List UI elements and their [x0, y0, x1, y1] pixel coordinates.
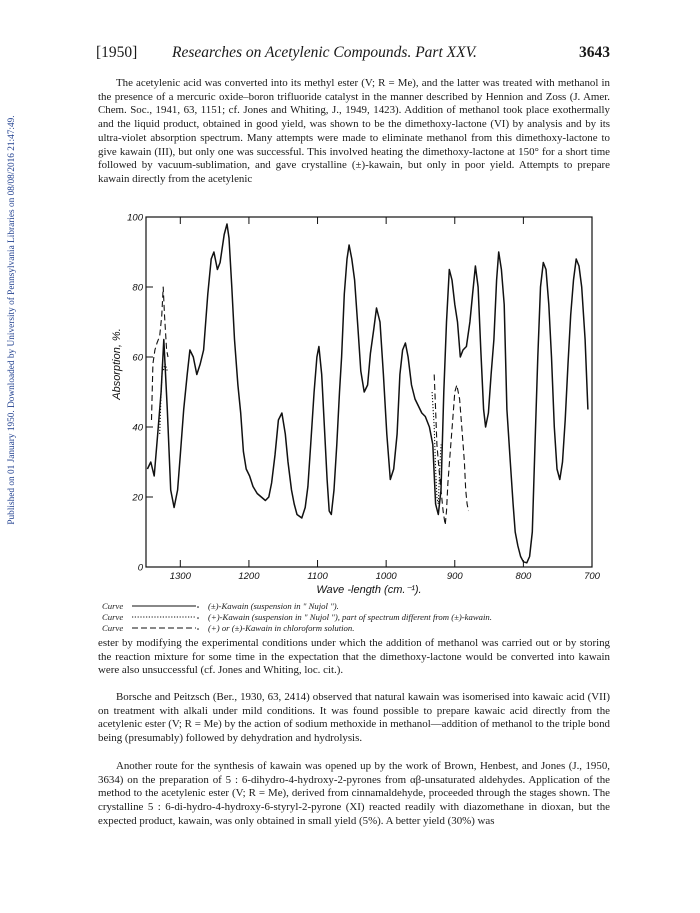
paragraph-continuation: ester by modifying the experimental conditions under which the addition of methanol was carried out or by storing the reaction mixture for some time in the expectation that the dimethoxy-lactone would be converted into kawain were also unsuccessful (cf. Jones and Whiting, loc. cit.). — [98, 637, 610, 677]
paragraph-another-route: Another route for the synthesis of kawain was opened up by the work of Brown, Henbest, and Jones (J., 1950, 3634) on the preparation of 5 : 6-dihydro-4-hydroxy-2-pyrones from αβ-unsaturated aldehydes. Application of the method to the acetylenic ester (V; R = Me), derived from cinnamaldehyde, proceeded through the stages shown. The crystalline 5 : 6-di-hydro-4-hydroxy-6-styryl-2-pyrone (XI) reacted readily with diazomethane in dioxan, but the expected product, kawain, was only obtained in small yield (5%). A better yield (30%) was — [98, 760, 610, 827]
y-tick-label: 60 — [132, 352, 143, 364]
page-number: 3643 — [579, 44, 610, 61]
paragraph-borsche: Borsche and Peitzsch (Ber., 1930, 63, 2414) observed that natural kawain was isomerised into kawaic acid (VII) on treatment with alkali under mild conditions. It was found possible to prepare kawaic acid directly from the acetylenic ester (V; R = Me) by the action of sodium methoxide in methanol—addition of methanol to the triple bond being (presumably) followed by dehydration and hydrolysis. — [98, 691, 610, 745]
y-tick-label: 0 — [137, 562, 143, 574]
x-tick-label: 800 — [515, 571, 532, 582]
legend-dotted-swatch — [132, 613, 200, 621]
y-tick-label: 100 — [127, 212, 143, 224]
x-tick-label: 700 — [584, 571, 600, 582]
legend-text: (+) or (±)-Kawain in chloroform solution. — [208, 622, 355, 633]
y-tick-label: 20 — [132, 492, 143, 504]
ir-spectrum-figure — [98, 205, 610, 605]
y-tick-label: 40 — [132, 422, 143, 434]
legend-solid-swatch — [132, 602, 200, 610]
legend-word: Curve — [102, 600, 124, 611]
legend-row — [102, 611, 622, 622]
y-axis-label: Absorption, %. — [111, 328, 123, 400]
header-year: [1950] — [96, 44, 138, 61]
paragraph-top: The acetylenic acid was converted into its methyl ester (V; R = Me), and the latter was treated with methanol in the presence of a mercuric oxide–boron trifluoride catalyst in the manner described by Hennion and Zoss (J. Amer. Chem. Soc., 1941, 63, 1151; cf. Jones and Whiting, J., 1949, 1423). Addition of methanol took place exothermally and the liquid product, obtained in good yield, was shown to be the dimethoxy-lactone (VI) by analysis and by its ultra-violet absorption spectrum. Many attempts were made to eliminate methanol from this dimethoxy-lactone to give kawain (III), but only one was successful. This involved heating the dimethoxy-lactone at 150° for a short time followed by vacuum-sublimation, and gave crystalline (±)-kawain, but only in poor yield. Attempts to prepare kawain directly from the acetylenic — [98, 77, 610, 185]
figure-legend — [102, 600, 622, 633]
x-tick-label: 1000 — [375, 571, 397, 582]
x-tick-label: 1300 — [169, 571, 191, 582]
y-tick-label: 80 — [132, 282, 143, 294]
plot-frame — [146, 217, 592, 567]
legend-text: (+)-Kawain (suspension in " Nujol "), part of spectrum different from (±)-kawain. — [208, 611, 492, 622]
x-tick-label: 1200 — [238, 571, 260, 582]
header-title: Researches on Acetylenic Compounds. Part XXV. — [172, 44, 477, 61]
download-notice — [2, 60, 22, 580]
ir-spectrum-chart — [98, 205, 610, 605]
series-solid-line — [147, 224, 588, 563]
legend-row — [102, 600, 622, 611]
legend-word: Curve — [102, 622, 124, 633]
legend-text: (±)-Kawain (suspension in " Nujol "). — [208, 600, 339, 611]
x-axis-label: Wave -length (cm.⁻¹). — [316, 584, 422, 596]
legend-dashed-swatch — [132, 624, 200, 632]
running-header — [96, 44, 610, 64]
legend-word: Curve — [102, 611, 124, 622]
legend-row — [102, 622, 622, 633]
x-tick-label: 900 — [446, 571, 463, 582]
x-tick-label: 1100 — [307, 571, 328, 582]
download-notice-text: Published on 01 January 1950. Downloaded by University of Pennsylvania Libraries on 08/08/2016 21:47:49. — [7, 115, 17, 525]
